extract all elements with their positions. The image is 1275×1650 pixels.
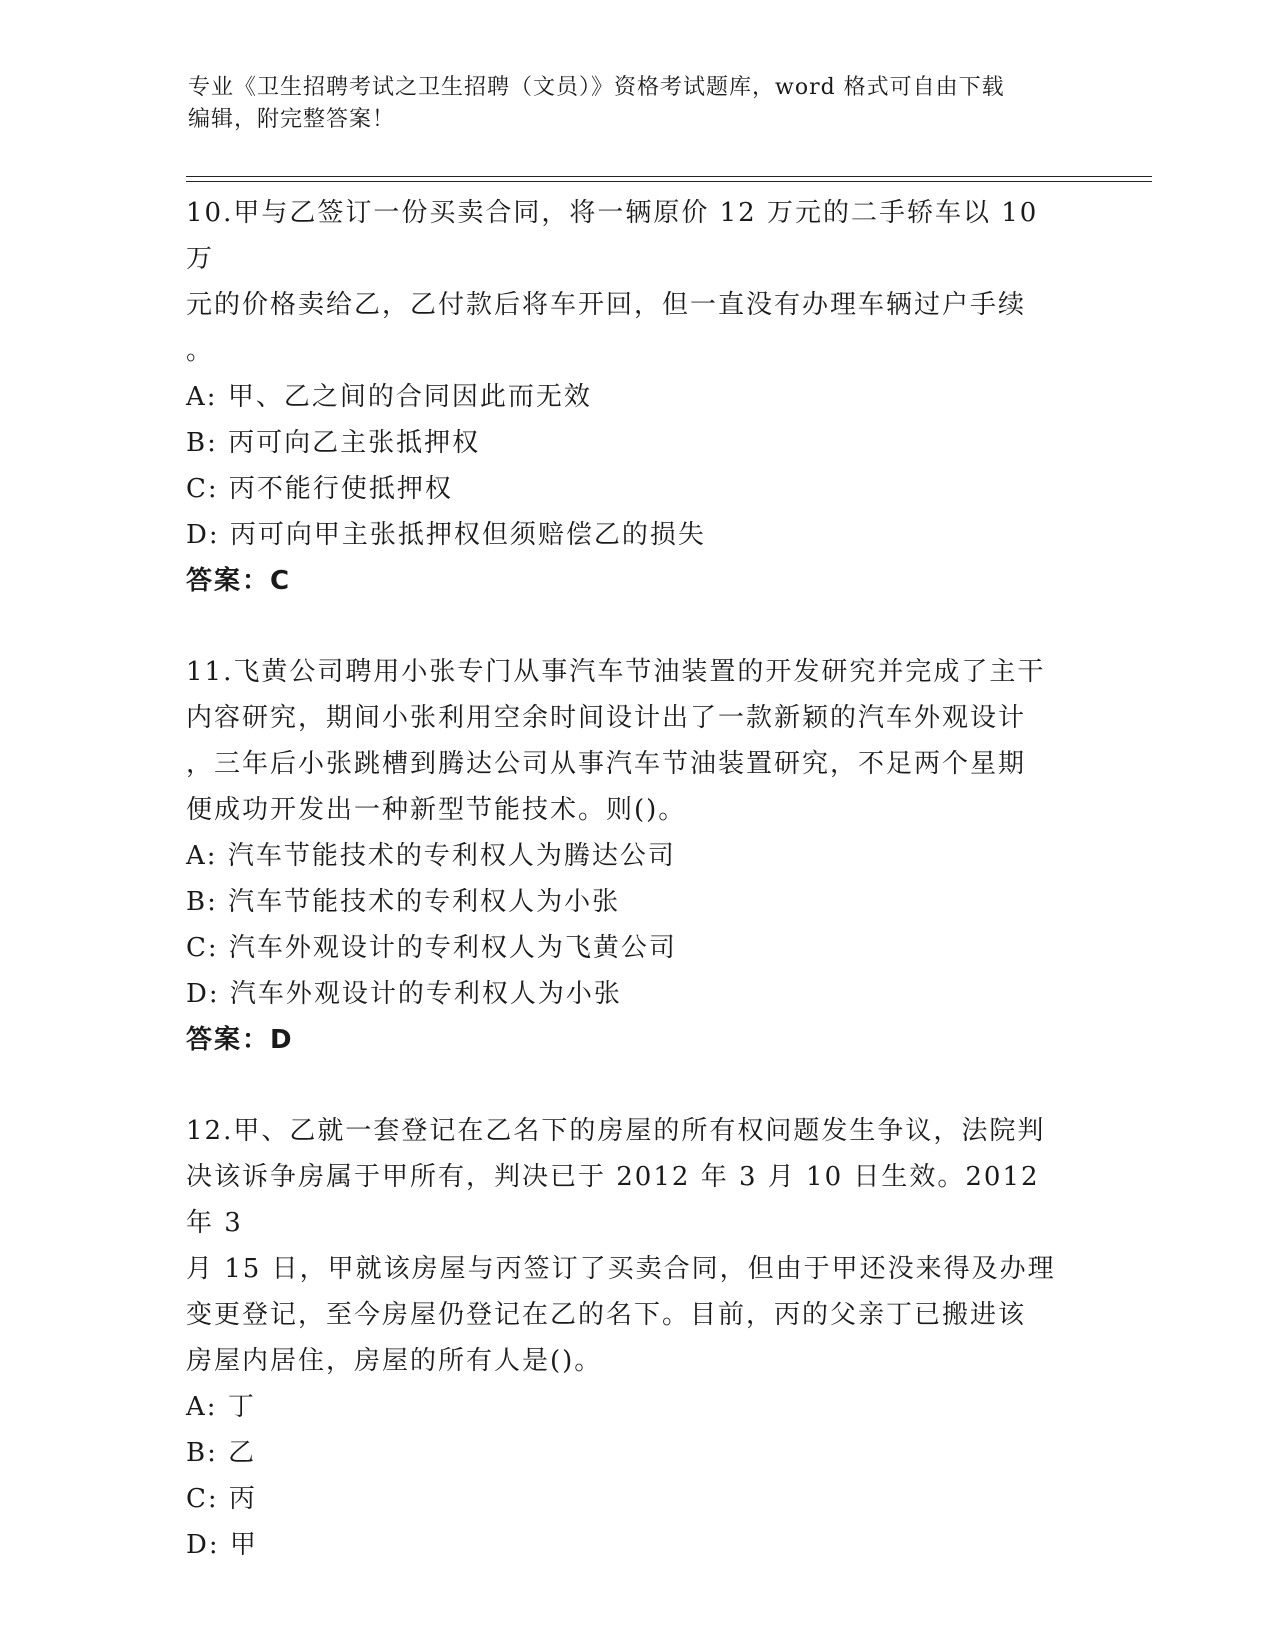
answer-option bbox=[186, 1476, 1076, 1522]
question-stem-line: 元的价格卖给乙，乙付款后将车开回，但一直没有办理车辆过户手续 bbox=[186, 290, 1027, 320]
option-letter: C: bbox=[186, 474, 219, 504]
option-text: 丙可向甲主张抵押权但须赔偿乙的损失 bbox=[229, 520, 706, 550]
option-letter: C: bbox=[186, 1484, 219, 1514]
option-text: 汽车外观设计的专利权人为小张 bbox=[229, 979, 622, 1009]
answer-key: 答案：D bbox=[186, 1025, 294, 1055]
answer-option bbox=[186, 466, 1076, 512]
answer-option bbox=[186, 971, 1076, 1017]
question-block bbox=[186, 1108, 1076, 1568]
option-letter: A: bbox=[186, 1392, 218, 1422]
answer-option bbox=[186, 1384, 1076, 1430]
option-text: 汽车节能技术的专利权人为腾达公司 bbox=[227, 841, 676, 871]
answer-option bbox=[186, 879, 1076, 925]
option-letter: C: bbox=[186, 933, 219, 963]
header-divider-top bbox=[186, 176, 1152, 177]
option-letter: D: bbox=[186, 979, 220, 1009]
header-line-2: 编辑，附完整答案！ bbox=[188, 107, 396, 132]
answer-option bbox=[186, 374, 1076, 420]
answer-option bbox=[186, 833, 1076, 879]
question-block bbox=[186, 649, 1076, 1063]
option-letter: D: bbox=[186, 520, 220, 550]
option-text: 乙 bbox=[228, 1438, 257, 1468]
option-letter: A: bbox=[186, 382, 218, 412]
option-letter: D: bbox=[186, 1530, 220, 1560]
option-text: 丁 bbox=[227, 1392, 256, 1422]
option-text: 汽车节能技术的专利权人为小张 bbox=[228, 887, 621, 917]
answer-option bbox=[186, 1430, 1076, 1476]
answer-option bbox=[186, 420, 1076, 466]
question-block bbox=[186, 190, 1076, 604]
option-text: 甲、乙之间的合同因此而无效 bbox=[227, 382, 592, 412]
question-stem-line: 房屋内居住，房屋的所有人是()。 bbox=[186, 1346, 603, 1376]
option-text: 汽车外观设计的专利权人为飞黄公司 bbox=[228, 933, 677, 963]
question-stem-line: 月 15 日，甲就该房屋与丙签订了买卖合同，但由于甲还没来得及办理 bbox=[186, 1254, 1056, 1284]
question-stem-line: 12.甲、乙就一套登记在乙名下的房屋的所有权问题发生争议，法院判 bbox=[186, 1116, 1046, 1146]
question-stem-line: 变更登记，至今房屋仍登记在乙的名下。目前，丙的父亲丁已搬进该 bbox=[186, 1300, 1027, 1330]
question-stem-line: 10.甲与乙签订一份买卖合同，将一辆原价 12 万元的二手轿车以 10 万 bbox=[186, 198, 1039, 274]
option-letter: B: bbox=[186, 428, 218, 458]
option-letter: B: bbox=[186, 1438, 218, 1468]
header-line-1: 专业《卫生招聘考试之卫生招聘（文员）》资格考试题库，word 格式可自由下载 bbox=[188, 75, 1005, 100]
option-text: 丙不能行使抵押权 bbox=[228, 474, 453, 504]
header-divider-bottom bbox=[186, 181, 1152, 182]
option-letter: B: bbox=[186, 887, 218, 917]
option-letter: A: bbox=[186, 841, 218, 871]
question-stem-line: 。 bbox=[186, 336, 215, 366]
option-text: 丙 bbox=[228, 1484, 257, 1514]
answer-option bbox=[186, 1522, 1076, 1568]
question-stem-line: 决该诉争房属于甲所有，判决已于 2012 年 3 月 10 日生效。2012 年 3 bbox=[186, 1162, 1040, 1238]
question-stem-line: 内容研究，期间小张利用空余时间设计出了一款新颖的汽车外观设计 bbox=[186, 703, 1027, 733]
answer-option bbox=[186, 512, 1076, 558]
option-text: 丙可向乙主张抵押权 bbox=[228, 428, 481, 458]
question-stem-line: 便成功开发出一种新型节能技术。则()。 bbox=[186, 795, 687, 825]
answer-key: 答案：C bbox=[186, 566, 292, 596]
question-list bbox=[186, 190, 1076, 1613]
answer-option bbox=[186, 925, 1076, 971]
option-text: 甲 bbox=[229, 1530, 258, 1560]
question-stem-line: 11.飞黄公司聘用小张专门从事汽车节油装置的开发研究并完成了主干 bbox=[186, 657, 1046, 687]
document-header bbox=[188, 72, 1088, 136]
question-stem-line: ，三年后小张跳槽到腾达公司从事汽车节油装置研究，不足两个星期 bbox=[186, 749, 1027, 779]
